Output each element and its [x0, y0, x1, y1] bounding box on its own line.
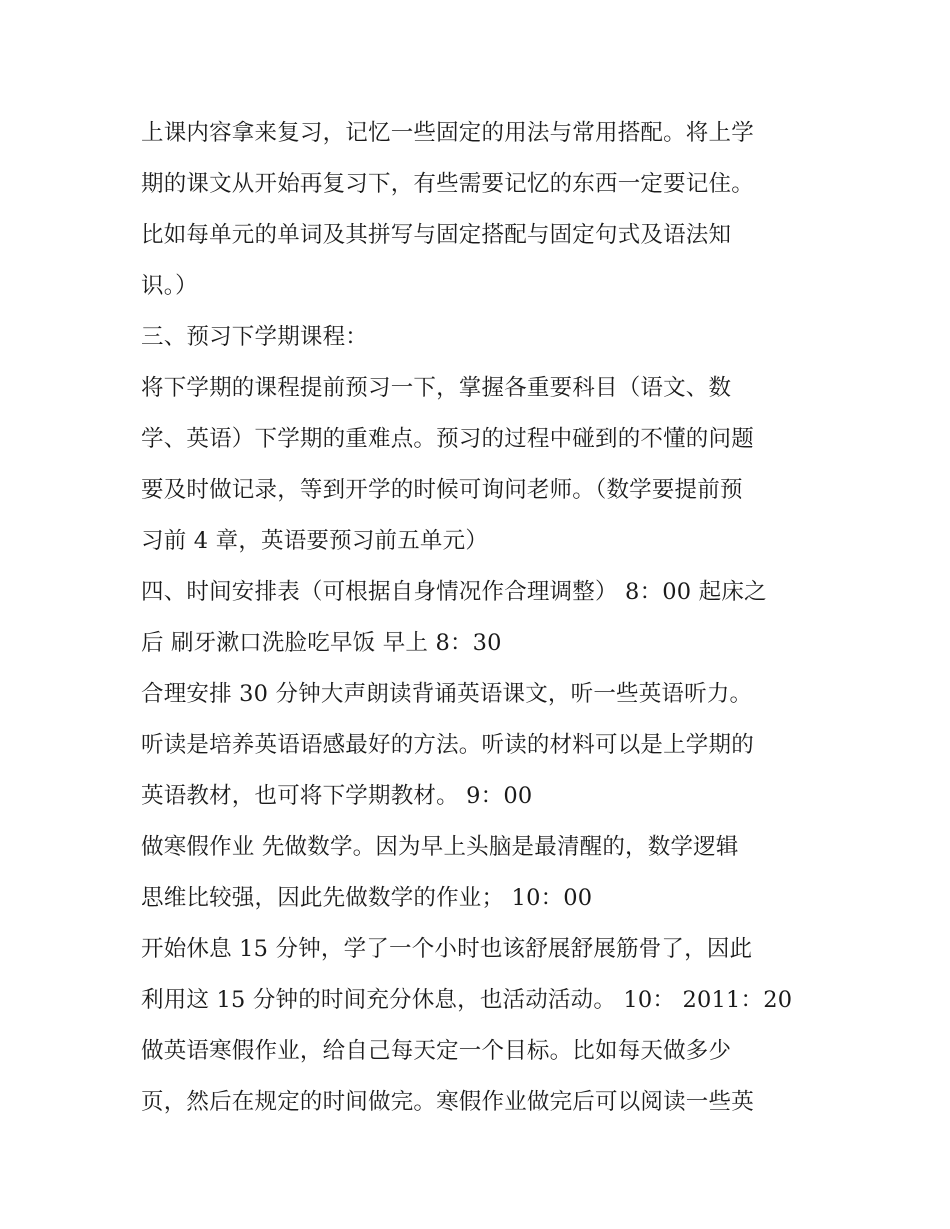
body-text	[141, 108, 821, 1128]
text-line: 比如每单元的单词及其拼写与固定搭配与固定句式及语法知	[141, 222, 732, 248]
text-line: 将下学期的课程提前预习一下，掌握各重要科目（语文、数	[141, 375, 732, 401]
text-line: 要及时做记录，等到开学的时候可询问老师。（数学要提前预	[141, 477, 743, 503]
text-line: 听读是培养英语语感最好的方法。听读的材料可以是上学期的	[141, 732, 754, 758]
text-line: 期的课文从开始再复习下，有些需要记忆的东西一定要记住。	[141, 171, 754, 197]
text-line: 学、英语）下学期的重难点。预习的过程中碰到的不懂的问题	[141, 426, 754, 452]
text-line: 后 刷牙漱口洗脸吃早饭 早上 8：30	[141, 630, 502, 656]
text-line: 思维比较强，因此先做数学的作业； 10：00	[141, 885, 593, 911]
text-line: 习前 4 章，英语要预习前五单元）	[141, 528, 489, 554]
text-line: 识。）	[141, 273, 198, 299]
text-line: 开始休息 15 分钟，学了一个小时也该舒展舒展筋骨了，因此	[141, 936, 753, 962]
text-line: 英语教材，也可将下学期教材。 9：00	[141, 783, 533, 809]
section-heading: 三、预习下学期课程：	[141, 324, 369, 350]
text-line: 做英语寒假作业，给自己每天定一个目标。比如每天做多少	[141, 1038, 732, 1064]
text-line: 合理安排 30 分钟大声朗读背诵英语课文，听一些英语听力。	[141, 681, 753, 707]
text-line: 上课内容拿来复习，记忆一些固定的用法与常用搭配。将上学	[141, 120, 754, 146]
section-heading: 四、时间安排表（可根据自身情况作合理调整） 8：00 起床之	[141, 579, 767, 605]
text-line: 做寒假作业 先做数学。因为早上头脑是最清醒的，数学逻辑	[141, 834, 739, 860]
text-line: 页，然后在规定的时间做完。寒假作业做完后可以阅读一些英	[141, 1089, 754, 1115]
text-line: 利用这 15 分钟的时间充分休息，也活动活动。 10： 2011：20	[141, 987, 793, 1013]
